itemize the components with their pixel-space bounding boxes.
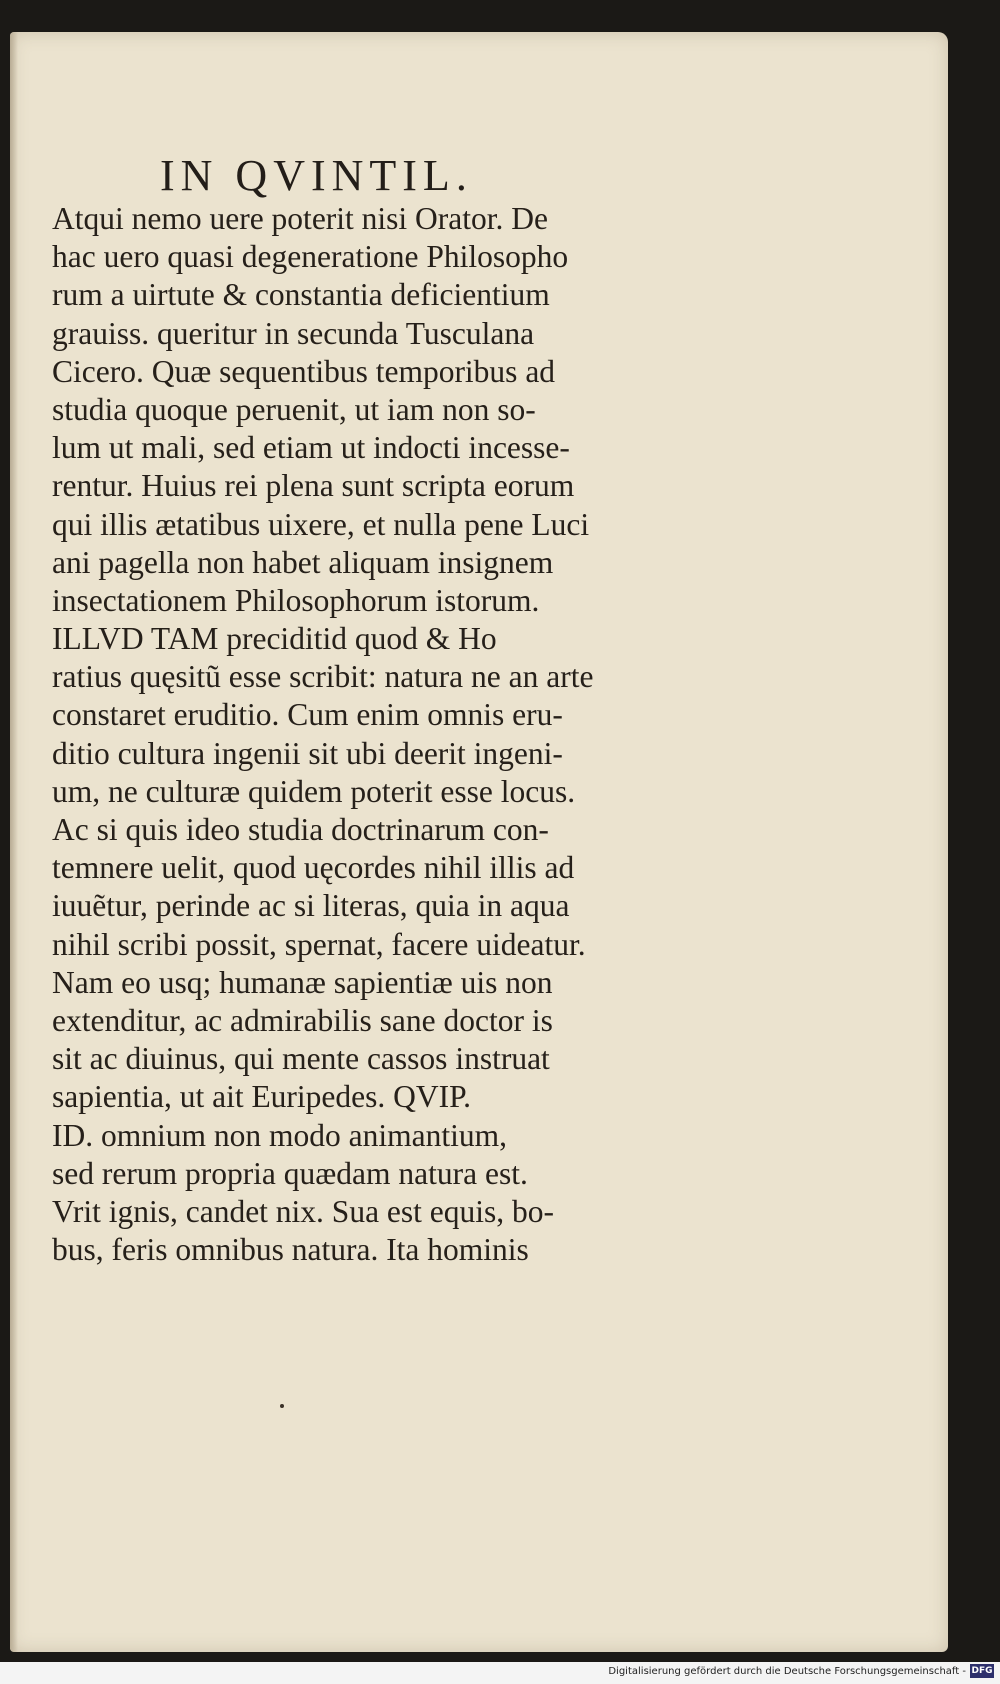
ink-speck <box>280 1404 284 1408</box>
text-line: ratius quęsitũ esse scribit: natura ne an arte <box>52 659 594 695</box>
text-line: ditio cultura ingenii sit ubi deerit ingeni- <box>52 735 563 771</box>
text-line: um, ne culturæ quidem poterit esse locus. <box>52 773 576 809</box>
text-line: iuuẽtur, perinde ac si literas, quia in aqua <box>52 888 570 924</box>
running-header: IN QVINTIL. <box>160 151 473 200</box>
text-line: Ac si quis ideo studia doctrinarum con- <box>52 812 549 847</box>
text-line: bus, feris omnibus natura. Ita hominis <box>52 1232 529 1268</box>
text-line: hac uero quasi degeneratione Philosopho <box>52 239 569 275</box>
text-line: grauiss. queritur in secunda Tusculana <box>52 315 535 351</box>
text-line: ILLVD TAM preciditid quod & Ho <box>52 621 497 657</box>
text-line: temnere uelit, quod uęcordes nihil illis ad <box>52 850 575 886</box>
book-page <box>10 32 948 1652</box>
text-line: Atqui nemo uere poterit nisi Orator. De <box>52 201 549 236</box>
text-line: insectationem Philosophorum istorum. <box>52 582 540 618</box>
text-line: studia quoque peruenit, ut iam non so- <box>52 391 536 427</box>
dfg-logo: DFG <box>971 1666 993 1676</box>
text-line: qui illis ætatibus uixere, et nulla pene Luci <box>52 506 590 542</box>
text-line: sit ac diuinus, qui mente cassos instruat <box>52 1041 550 1077</box>
page-binding-shadow <box>10 32 18 1652</box>
text-line: Vrit ignis, candet nix. Sua est equis, bo- <box>52 1193 555 1229</box>
text-line: rum a uirtute & constantia deficientium <box>52 277 550 313</box>
text-line: constaret eruditio. Cum enim omnis eru- <box>52 697 563 733</box>
text-line: Cicero. Quæ sequentibus temporibus ad <box>52 353 556 389</box>
text-line: ID. omnium non modo animantium, <box>52 1117 507 1153</box>
text-line: nihil scribi possit, spernat, facere uideatur. <box>52 926 586 962</box>
text-line: rentur. Huius rei plena sunt scripta eorum <box>52 468 575 504</box>
digitization-credit: Digitalisierung gefördert durch die Deutsche Forschungsgemeinschaft - <box>608 1666 966 1677</box>
text-line: sed rerum propria quædam natura est. <box>52 1155 528 1191</box>
text-line: sapientia, ut ait Euripedes. QVIP. <box>52 1079 472 1115</box>
body-text <box>52 200 692 1269</box>
text-line: lum ut mali, sed etiam ut indocti incesse- <box>52 430 570 466</box>
text-line: Nam eo usq; humanæ sapientiæ uis non <box>52 964 553 1000</box>
text-line: extenditur, ac admirabilis sane doctor is <box>52 1002 553 1038</box>
text-line: ani pagella non habet aliquam insignem <box>52 544 554 580</box>
